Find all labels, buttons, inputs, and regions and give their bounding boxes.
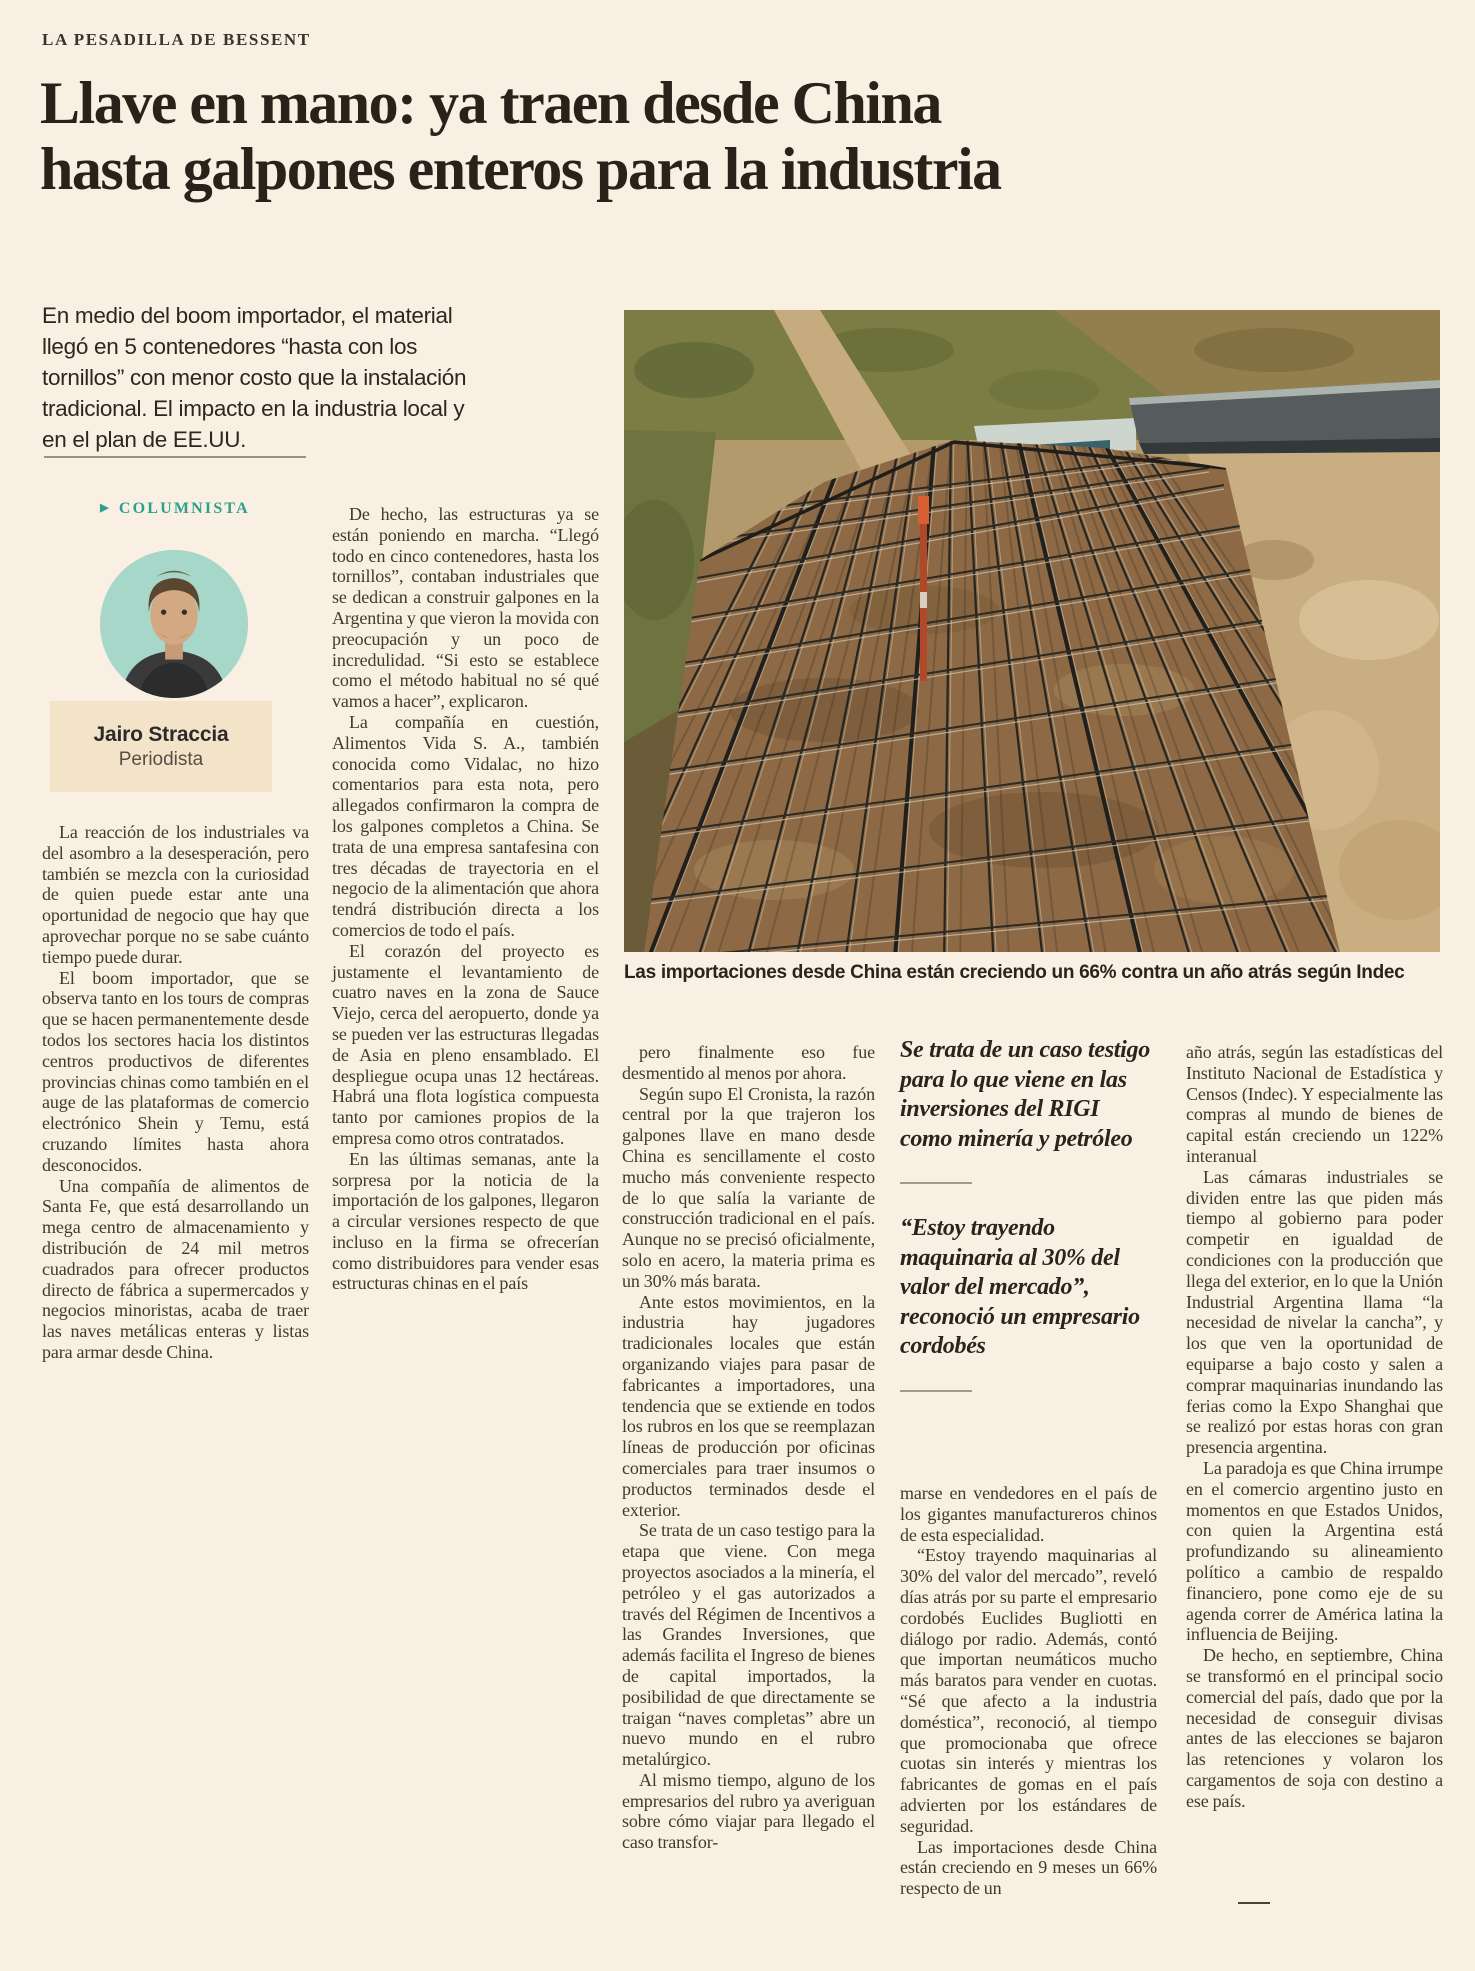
paragraph: Se trata de un caso testigo para la etapa que viene. Con mega proyectos asociados a la minería, el petróleo y el gas autorizados a través del Régimen de Incentivos a las Grandes Inversiones, que además facilita el Ingreso de bienes de capital importados, la posibilidad de que directamente se traigan “naves completas” abre un nuevo mundo en el rubro metalúrgico. [622, 1520, 875, 1770]
columnist-name: Jairo Straccia [93, 722, 229, 746]
paragraph: El corazón del proyecto es justamente el levantamiento de cuatro naves en la zona de Sauce Viejo, cerca del aeropuerto, donde ya se pueden ver las estructuras llegadas de Asia en pleno ensamblado. El despliegue ocupa unas 12 hectáreas. Habrá una flota logística compuesta tanto por camiones propios de la empresa como otros contratados. [332, 940, 599, 1148]
article-end-mark [1238, 1902, 1270, 1904]
paragraph: La compañía en cuestión, Alimentos Vida S. A., también conocida como Vidalac, no hizo comentarios para esta nota, pero allegados confirmaron la compra de los galpones completos a China. Se trata de una empresa santafesina con tres décadas de trayectoria en el negocio de la alimentación que ahora tendrá distribución directa a los comercios de todo el país. [332, 711, 599, 940]
paragraph: La reacción de los industriales va del asombro a la desesperación, pero también se mezcla con la curiosidad de quien puede estar ante una oportunidad de negocio que hay que aprovechar porque no se sabe cuánto tiempo puede durar. [42, 822, 309, 967]
section-divider [44, 456, 306, 458]
columnist-label [42, 500, 308, 518]
paragraph: Al mismo tiempo, alguno de los empresarios del rubro ya averiguan sobre cómo viajar para llegado el caso transfor- [622, 1769, 875, 1853]
paragraph: año atrás, según las estadísticas del Instituto Nacional de Estadística y Censos (Indec). Y especialmente las compras al mundo de bienes de capital están creciendo un 122% interanual [1186, 1042, 1443, 1166]
headline-line-2: hasta galpones enteros para la industria [40, 136, 1001, 202]
quote-divider-2 [900, 1390, 972, 1392]
kicker: LA PESADILLA DE BESSENT [42, 30, 311, 49]
photo-caption: Las importaciones desde China están creciendo un 66% contra un año atrás según Indec [624, 962, 1405, 983]
article-column-3 [622, 1042, 875, 1853]
avatar-portrait-graphic [100, 550, 248, 698]
paragraph: “Estoy trayendo maquinarias al 30% del valor del mercado”, reveló días atrás por su parte el empresario cordobés Euclides Bugliotti en diálogo por radio. Además, contó que importan neumáticos mucho más baratos para vender en cuotas. “Sé que afecto a la industria doméstica”, reconoció, al tiempo que promocionaba que ofrece cuotas sin interés y mientras los fabricantes de gomas en el país advierten por los estándares de seguridad. [900, 1545, 1157, 1836]
columnist-avatar [100, 550, 248, 698]
headline-line-1: Llave en mano: ya traen desde China [40, 70, 941, 136]
article-column-1 [42, 822, 309, 1363]
columnist-name-box [50, 701, 272, 792]
construction-aerial-graphic [624, 310, 1440, 952]
paragraph: El boom importador, que se observa tanto en los tours de compras que se hacen permanentemente desde todos los sectores hacia los distintos centros productivos de diferentes provincias chinas como también en el auge de las plataformas de comercio electrónico Shein y Temu, está cruzando límites hasta ahora desconocidos. [42, 967, 309, 1175]
article-column-5 [1186, 1042, 1443, 1811]
columnist-label-text: COLUMNISTA [118, 500, 250, 517]
lede: En medio del boom importador, el material llegó en 5 contenedores “hasta con los tornillos” con menor costo que la instalación tradicional. El impacto en la industria local y en el plan de EE.UU. [42, 303, 467, 452]
headline [40, 70, 1440, 202]
paragraph: Una compañía de alimentos de Santa Fe, que está desarrollando un mega centro de almacenamiento y distribución de 24 mil metros cuadrados para ofrecer productos directo de fábrica a supermercados y negocios minoristas, acaba de traer las naves metálicas enteras y listas para armar desde China. [42, 1175, 309, 1362]
paragraph: pero finalmente eso fue desmentido al menos por ahora. [622, 1042, 875, 1083]
arrow-right-icon: ▶ [100, 502, 111, 514]
pull-quote-1: Se trata de un caso testigo para lo que viene en las inversiones del RIGI como minería y petróleo [900, 1037, 1150, 1152]
pull-quote-2: “Estoy trayendo maquinaria al 30% del valor del mercado”, reconoció un empresario cordobés [900, 1215, 1140, 1359]
article-column-4 [900, 1483, 1157, 1899]
paragraph: marse en vendedores en el país de los gigantes manufactureros chinos de esta especialidad. [900, 1483, 1157, 1545]
paragraph: En las últimas semanas, ante la sorpresa por la noticia de la importación de los galpones, llegaron a circular versiones respecto de que incluso en la firma se ofrecerían como distribuidores para vender esas estructuras chinas en el país [332, 1148, 599, 1294]
quote-divider-1 [900, 1182, 972, 1184]
article-photo [624, 310, 1440, 952]
paragraph: Las cámaras industriales se dividen entre las que piden más tiempo al gobierno para poder competir en igualdad de condiciones con la producción que llega del exterior, en lo que la Unión Industrial Argentina llama “la necesidad de nivelar la cancha”, y los que ven la oportunidad de equiparse a bajo costo y salen a comprar maquinarias inundando las ferias como la Expo Shanghai que se realizó por estas horas con gran presencia argentina. [1186, 1166, 1443, 1458]
article-column-2 [332, 504, 599, 1294]
paragraph: Ante estos movimientos, en la industria hay jugadores tradicionales locales que están organizando viajes para pasar de fabricantes a importadores, una tendencia que se extiende en todos los rubros en los que se reemplazan líneas de producción por oficinas comerciales para traer insumos o productos terminados desde el exterior. [622, 1291, 875, 1520]
columnist-role: Periodista [118, 748, 204, 770]
paragraph: La paradoja es que China irrumpe en el comercio argentino justo en momentos en que Estados Unidos, con quien la Argentina está profundizando su alineamiento político a cambio de respaldo financiero, pone como eje de su agenda correr de América latina la influencia de Beijing. [1186, 1457, 1443, 1645]
paragraph: Las importaciones desde China están creciendo en 9 meses un 66% respecto de un [900, 1836, 1157, 1899]
pull-quote-column [900, 1036, 1152, 1422]
paragraph: De hecho, en septiembre, China se transformó en el principal socio comercial del país, dado que por la necesidad de conseguir divisas antes de las elecciones se bajaron las retenciones y volaron los cargamentos de soja con destino a ese país. [1186, 1645, 1443, 1811]
paragraph: De hecho, las estructuras ya se están poniendo en marcha. “Llegó todo en cinco contenedores, hasta los tornillos”, contaban industriales que se dedican a construir galpones en la Argentina y que vieron la movida con preocupación y un poco de incredulidad. “Si esto se establece como el método habitual no sé qué vamos a hacer”, explicaron. [332, 504, 599, 712]
paragraph: Según supo El Cronista, la razón central por la que trajeron los galpones llave en mano desde China es sencillamente el costo mucho más conveniente respecto de lo que salía la variante de construcción tradicional en el país. Aunque no se precisó oficialmente, solo en acero, la materia prima es un 30% más barata. [622, 1083, 875, 1291]
